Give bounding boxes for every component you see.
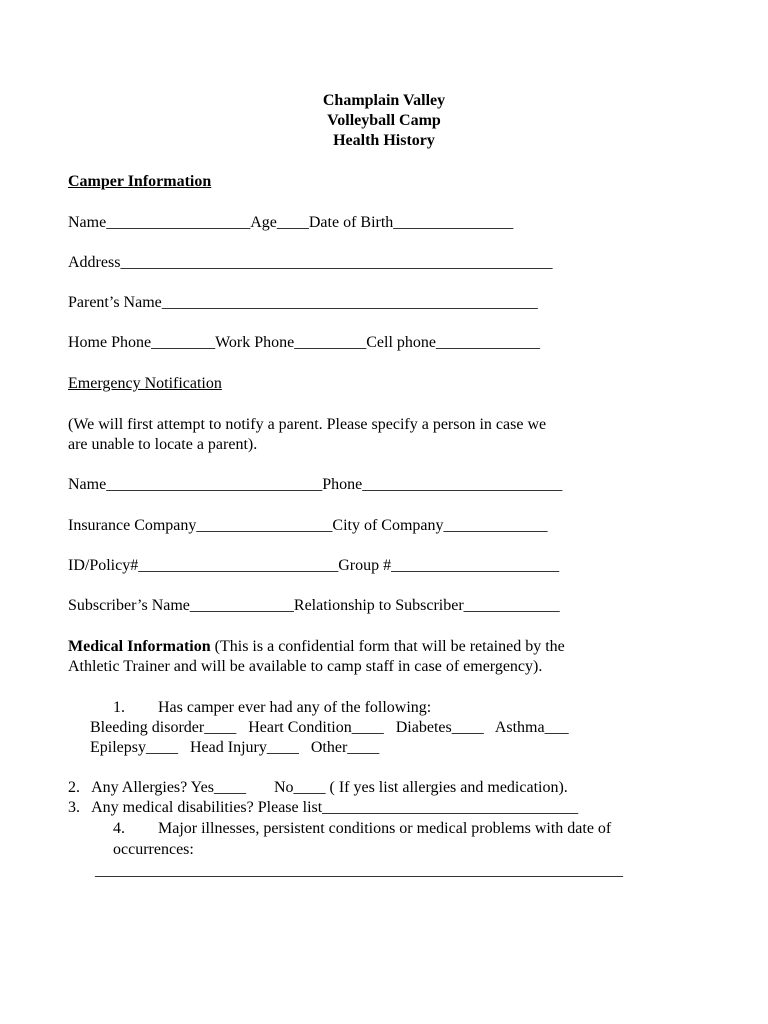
emergency-contact-field[interactable]: Name___________________________Phone_________________________ (68, 476, 563, 493)
question-4-text: Major illnesses, persistent conditions or medical problems with date of (158, 820, 612, 837)
medical-info-intro-line-2: Athletic Trainer and will be available to camp staff in case of emergency). (68, 658, 543, 675)
medical-info-intro-text: (This is a confidential form that will be retained by the (210, 638, 565, 655)
question-3-disabilities[interactable]: 3. Any medical disabilities? Please list________________________________ (68, 799, 579, 816)
camper-name-age-dob-field[interactable]: Name__________________Age____Date of Birth_______________ (68, 214, 514, 231)
question-4-text-line-2: occurrences: (113, 841, 194, 858)
policy-group-field[interactable]: ID/Policy#_________________________Group #_____________________ (68, 557, 560, 574)
emergency-notification-heading: Emergency Notification (68, 375, 222, 392)
parent-name-field[interactable]: Parent’s Name_______________________________________________ (68, 294, 538, 311)
camper-info-heading: Camper Information (68, 173, 212, 190)
form-title-line-1: Champlain Valley (322, 92, 446, 109)
question-1-number: 1. (113, 699, 125, 716)
insurance-company-field[interactable]: Insurance Company_________________City of Company_____________ (68, 517, 548, 534)
question-4-number: 4. (113, 820, 125, 837)
phone-numbers-field[interactable]: Home Phone________Work Phone_________Cell phone_____________ (68, 334, 541, 351)
question-1-options-row-2[interactable]: Epilepsy____ Head Injury____ Other____ (90, 739, 380, 756)
address-field[interactable]: Address______________________________________________________ (68, 254, 553, 271)
emergency-note-line-1: (We will first attempt to notify a parent. Please specify a person in case we (68, 416, 547, 433)
medical-info-intro (68, 637, 565, 657)
subscriber-field[interactable]: Subscriber’s Name_____________Relationship to Subscriber____________ (68, 597, 560, 614)
question-4-answer-line[interactable]: __________________________________________________________________ (95, 862, 623, 879)
form-title-line-2: Volleyball Camp (327, 112, 441, 129)
form-title-line-3: Health History (333, 132, 435, 149)
question-1-options-row-1[interactable]: Bleeding disorder____ Heart Condition____ Diabetes____ Asthma___ (90, 719, 569, 736)
question-2-allergies[interactable]: 2. Any Allergies? Yes____ No____ ( If yes list allergies and medication). (68, 779, 568, 796)
question-1-text: Has camper ever had any of the following: (158, 699, 432, 716)
medical-info-heading: Medical Information (68, 638, 211, 655)
emergency-note-line-2: are unable to locate a parent). (68, 436, 258, 453)
